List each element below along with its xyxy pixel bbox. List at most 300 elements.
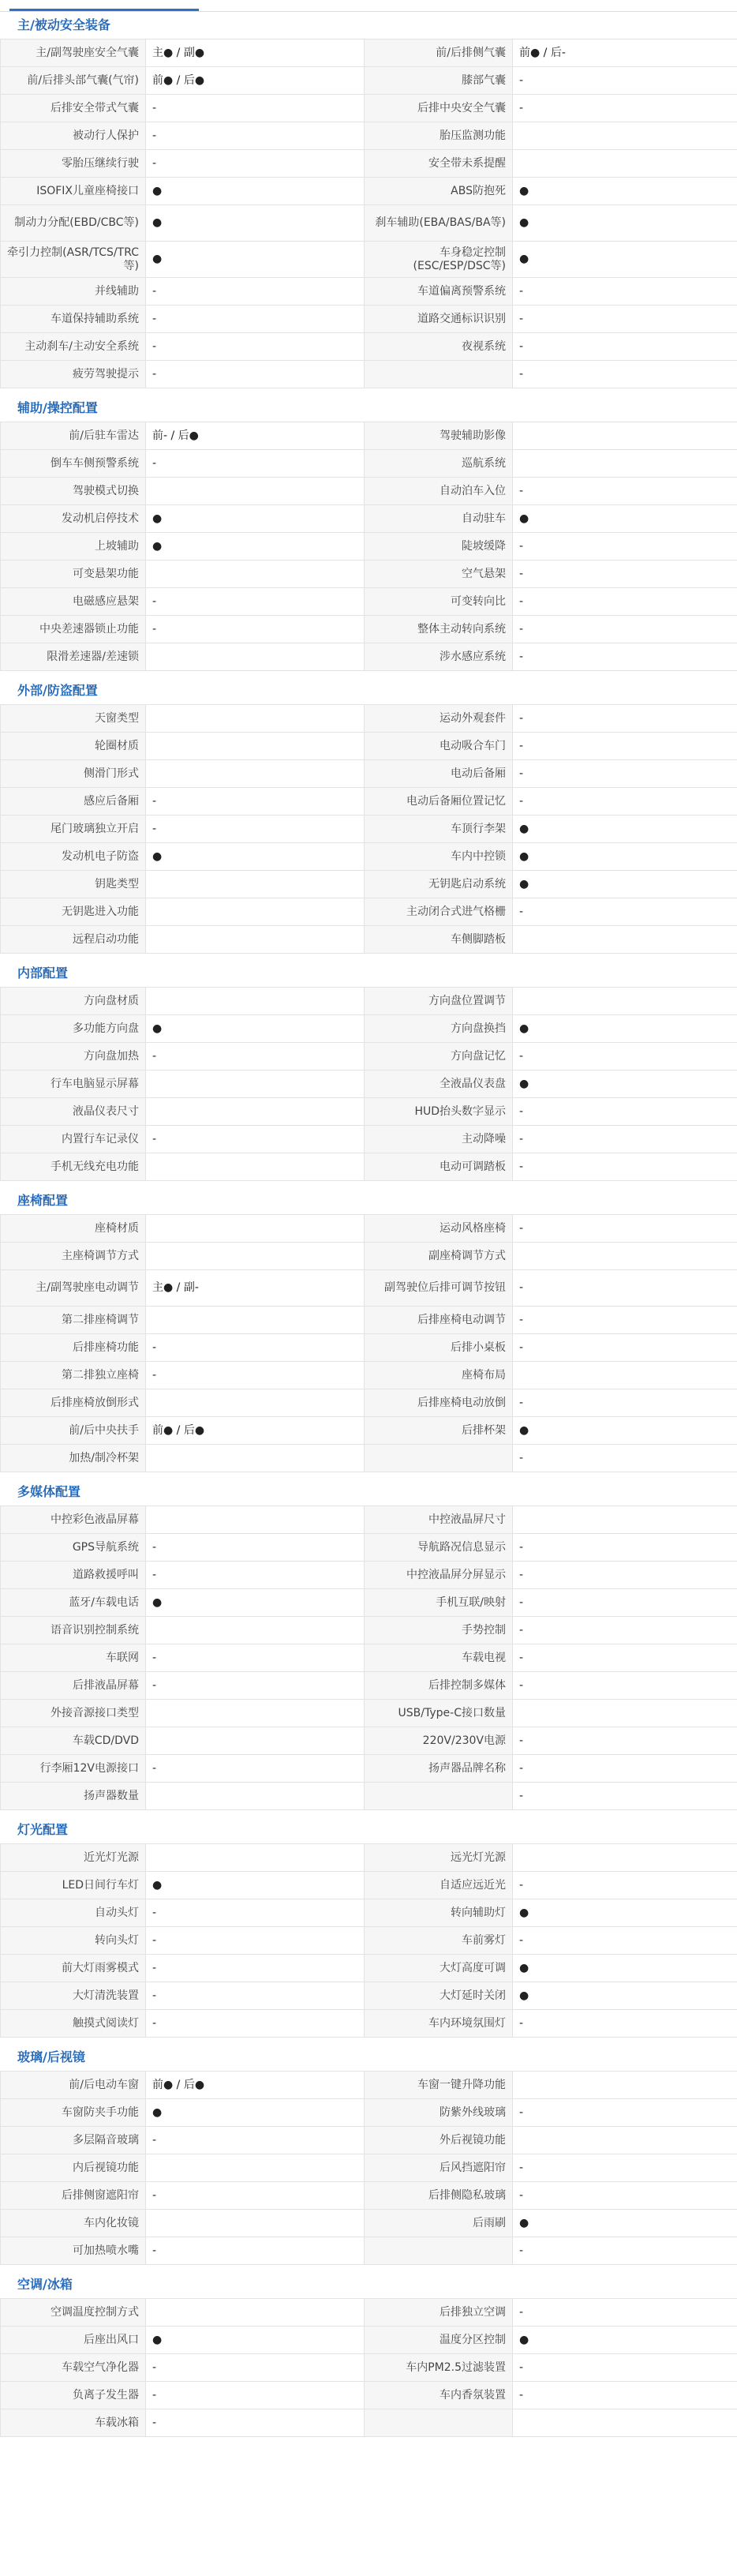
spec-row — [1, 2237, 737, 2265]
spec-label: 自动驻车 — [365, 505, 513, 533]
spec-label: 方向盘材质 — [1, 988, 146, 1015]
spec-row — [1, 478, 737, 505]
spec-value — [146, 898, 365, 926]
spec-value — [146, 1727, 365, 1755]
spec-row — [1, 1389, 737, 1417]
spec-value — [513, 422, 737, 450]
spec-label: 内后视镜功能 — [1, 2154, 146, 2182]
spec-value: ● — [146, 242, 365, 278]
spec-value: ● — [146, 505, 365, 533]
spec-row — [1, 1899, 737, 1927]
spec-value: ● — [146, 1872, 365, 1899]
spec-label: 钥匙类型 — [1, 871, 146, 898]
spec-value: - — [146, 361, 365, 388]
spec-value — [513, 2072, 737, 2099]
spec-value: ● — [513, 242, 737, 278]
spec-row — [1, 2010, 737, 2038]
spec-label: 液晶仪表尺寸 — [1, 1098, 146, 1126]
spec-value: - — [146, 450, 365, 478]
spec-value: - — [146, 788, 365, 816]
spec-value: ● — [513, 843, 737, 871]
spec-value: ● — [146, 533, 365, 561]
spec-label: 胎压监测功能 — [365, 122, 513, 150]
spec-value: ● — [513, 1417, 737, 1445]
spec-value — [146, 561, 365, 588]
spec-value: - — [513, 2182, 737, 2210]
spec-value — [146, 1844, 365, 1872]
spec-row — [1, 588, 737, 616]
spec-value — [146, 1445, 365, 1472]
spec-table — [0, 704, 737, 954]
spec-row — [1, 2409, 737, 2437]
spec-row — [1, 1506, 737, 1534]
spec-label: 车载电视 — [365, 1644, 513, 1672]
spec-label: 主/副驾驶座电动调节 — [1, 1270, 146, 1307]
spec-value: 前● / 后● — [146, 1417, 365, 1445]
spec-label: 行车电脑显示屏幕 — [1, 1071, 146, 1098]
spec-label: 后排小桌板 — [365, 1334, 513, 1362]
spec-value: ● — [146, 843, 365, 871]
spec-value: - — [146, 1334, 365, 1362]
spec-row — [1, 422, 737, 450]
spec-label: 上坡辅助 — [1, 533, 146, 561]
spec-value: - — [146, 150, 365, 178]
spec-value: - — [513, 2237, 737, 2265]
spec-value: - — [513, 1783, 737, 1810]
spec-label: 多层隔音玻璃 — [1, 2127, 146, 2154]
spec-row — [1, 733, 737, 760]
spec-value — [146, 1098, 365, 1126]
spec-table — [0, 1214, 737, 1472]
spec-value: - — [513, 1126, 737, 1153]
spec-value: - — [146, 333, 365, 361]
spec-value — [146, 2210, 365, 2237]
spec-value: - — [513, 306, 737, 333]
spec-label: 自动泊车入位 — [365, 478, 513, 505]
spec-value: - — [513, 643, 737, 671]
spec-value: - — [146, 1562, 365, 1589]
spec-value — [146, 1215, 365, 1243]
spec-label: 车前雾灯 — [365, 1927, 513, 1955]
spec-row — [1, 150, 737, 178]
spec-label: 后座出风口 — [1, 2327, 146, 2354]
spec-row — [1, 2099, 737, 2127]
spec-table — [0, 987, 737, 1181]
spec-label: 天窗类型 — [1, 705, 146, 733]
spec-value — [146, 733, 365, 760]
spec-value: 前● / 后- — [513, 39, 737, 67]
spec-row — [1, 898, 737, 926]
spec-label: LED日间行车灯 — [1, 1872, 146, 1899]
spec-value — [146, 1700, 365, 1727]
spec-label: 后排安全带式气囊 — [1, 95, 146, 122]
spec-label: 主动降噪 — [365, 1126, 513, 1153]
spec-label: 自适应远近光 — [365, 1872, 513, 1899]
spec-label: 感应后备厢 — [1, 788, 146, 816]
spec-value: ● — [513, 2210, 737, 2237]
spec-label: 手机互联/映射 — [365, 1589, 513, 1617]
spec-row — [1, 1562, 737, 1589]
spec-label: 后排杯架 — [365, 1417, 513, 1445]
spec-row — [1, 1700, 737, 1727]
spec-row — [1, 1445, 737, 1472]
spec-label: 制动力分配(EBD/CBC等) — [1, 205, 146, 242]
spec-row — [1, 450, 737, 478]
spec-value: - — [146, 278, 365, 306]
spec-value: ● — [513, 871, 737, 898]
spec-row — [1, 1534, 737, 1562]
spec-value — [513, 1844, 737, 1872]
spec-value: - — [146, 2237, 365, 2265]
spec-row — [1, 2327, 737, 2354]
spec-value — [146, 643, 365, 671]
spec-label: 车侧脚踏板 — [365, 926, 513, 954]
spec-value: ● — [513, 1982, 737, 2010]
spec-row — [1, 988, 737, 1015]
spec-value: - — [513, 1307, 737, 1334]
spec-label: 车内化妆镜 — [1, 2210, 146, 2237]
spec-value — [146, 1506, 365, 1534]
spec-value: - — [146, 2382, 365, 2409]
spec-value: - — [146, 2010, 365, 2038]
spec-value — [513, 1700, 737, 1727]
spec-value: ● — [513, 205, 737, 242]
spec-value: - — [146, 816, 365, 843]
spec-row — [1, 643, 737, 671]
spec-row — [1, 1270, 737, 1307]
spec-label: 道路救援呼叫 — [1, 1562, 146, 1589]
spec-row — [1, 843, 737, 871]
section-title: 多媒体配置 — [17, 1484, 81, 1499]
spec-value — [513, 450, 737, 478]
spec-row — [1, 1589, 737, 1617]
spec-label: ABS防抱死 — [365, 178, 513, 205]
spec-value: - — [513, 478, 737, 505]
spec-value: - — [513, 898, 737, 926]
spec-value: - — [513, 1043, 737, 1071]
spec-value: - — [513, 1270, 737, 1307]
spec-row — [1, 122, 737, 150]
spec-label: 前/后排侧气囊 — [365, 39, 513, 67]
spec-value: - — [513, 1644, 737, 1672]
spec-value: - — [146, 1927, 365, 1955]
spec-row — [1, 1755, 737, 1783]
spec-label: 手势控制 — [365, 1617, 513, 1644]
spec-row — [1, 616, 737, 643]
spec-value — [146, 1783, 365, 1810]
spec-value — [513, 2127, 737, 2154]
spec-value: - — [146, 1672, 365, 1700]
spec-label: 后排座椅放倒形式 — [1, 1389, 146, 1417]
spec-label: 方向盘记忆 — [365, 1043, 513, 1071]
spec-value: - — [513, 2010, 737, 2038]
spec-label: 行李厢12V电源接口 — [1, 1755, 146, 1783]
spec-row — [1, 2354, 737, 2382]
spec-label: 后排液晶屏幕 — [1, 1672, 146, 1700]
spec-value — [146, 871, 365, 898]
spec-label: 主动闭合式进气格栅 — [365, 898, 513, 926]
spec-value: ● — [513, 1071, 737, 1098]
spec-value — [513, 122, 737, 150]
spec-value: - — [513, 1755, 737, 1783]
spec-row — [1, 561, 737, 588]
spec-label: 蓝牙/车载电话 — [1, 1589, 146, 1617]
spec-label: 第二排座椅调节 — [1, 1307, 146, 1334]
spec-row — [1, 1982, 737, 2010]
spec-label: 无钥匙启动系统 — [365, 871, 513, 898]
spec-label: 车内环境氛围灯 — [365, 2010, 513, 2038]
spec-value: - — [513, 2154, 737, 2182]
spec-row — [1, 1727, 737, 1755]
spec-value: 前● / 后● — [146, 2072, 365, 2099]
spec-value: ● — [146, 178, 365, 205]
spec-label: 中控液晶屏尺寸 — [365, 1506, 513, 1534]
spec-row — [1, 1215, 737, 1243]
spec-label: 导航路况信息显示 — [365, 1534, 513, 1562]
section-title: 空调/冰箱 — [17, 2277, 73, 2292]
spec-value: ● — [513, 2327, 737, 2354]
spec-value: - — [513, 2382, 737, 2409]
spec-value: - — [146, 616, 365, 643]
spec-label: 可变悬架功能 — [1, 561, 146, 588]
tab-underline — [0, 0, 737, 12]
spec-label: 主/副驾驶座安全气囊 — [1, 39, 146, 67]
spec-value: - — [513, 1617, 737, 1644]
spec-row — [1, 1955, 737, 1982]
spec-value — [146, 1071, 365, 1098]
spec-label: 电动后备厢位置记忆 — [365, 788, 513, 816]
spec-value: ● — [146, 2327, 365, 2354]
spec-label: 发动机电子防盗 — [1, 843, 146, 871]
spec-label: 外后视镜功能 — [365, 2127, 513, 2154]
spec-row — [1, 278, 737, 306]
spec-label: 牵引力控制(ASR/TCS/TRC等) — [1, 242, 146, 278]
spec-value: - — [513, 1334, 737, 1362]
spec-label: 防紫外线玻璃 — [365, 2099, 513, 2127]
spec-value — [146, 1617, 365, 1644]
spec-label: 后风挡遮阳帘 — [365, 2154, 513, 2182]
spec-row — [1, 505, 737, 533]
spec-label: 倒车车侧预警系统 — [1, 450, 146, 478]
spec-row — [1, 1126, 737, 1153]
spec-label: 涉水感应系统 — [365, 643, 513, 671]
spec-label: 中控液晶屏分屏显示 — [365, 1562, 513, 1589]
spec-value: - — [513, 333, 737, 361]
spec-value — [513, 150, 737, 178]
spec-label: ISOFIX儿童座椅接口 — [1, 178, 146, 205]
spec-label: 巡航系统 — [365, 450, 513, 478]
spec-value — [513, 1362, 737, 1389]
spec-row — [1, 1071, 737, 1098]
spec-label: 远程启动功能 — [1, 926, 146, 954]
spec-row — [1, 1098, 737, 1126]
spec-value: - — [146, 2354, 365, 2382]
spec-value — [146, 1307, 365, 1334]
spec-row — [1, 1015, 737, 1043]
spec-value: - — [146, 2182, 365, 2210]
spec-label: 语音识别控制系统 — [1, 1617, 146, 1644]
spec-value — [146, 1243, 365, 1270]
spec-label: 内置行车记录仪 — [1, 1126, 146, 1153]
spec-value: 前- / 后● — [146, 422, 365, 450]
spec-label: 安全带未系提醒 — [365, 150, 513, 178]
spec-value — [146, 2299, 365, 2327]
spec-value: ● — [513, 1015, 737, 1043]
spec-label: 大灯延时关闭 — [365, 1982, 513, 2010]
spec-value: - — [513, 533, 737, 561]
spec-value: - — [146, 95, 365, 122]
spec-label: 整体主动转向系统 — [365, 616, 513, 643]
spec-label: 转向辅助灯 — [365, 1899, 513, 1927]
spec-label: 限滑差速器/差速锁 — [1, 643, 146, 671]
spec-value: - — [513, 1672, 737, 1700]
spec-label: 方向盘换挡 — [365, 1015, 513, 1043]
spec-value: - — [513, 788, 737, 816]
spec-label: 被动行人保护 — [1, 122, 146, 150]
spec-label: 副座椅调节方式 — [365, 1243, 513, 1270]
spec-value: - — [146, 588, 365, 616]
spec-label: 扬声器品牌名称 — [365, 1755, 513, 1783]
spec-value: - — [513, 705, 737, 733]
spec-row — [1, 67, 737, 95]
spec-value — [513, 926, 737, 954]
spec-value — [513, 988, 737, 1015]
spec-label — [365, 2237, 513, 2265]
spec-label: 中控彩色液晶屏幕 — [1, 1506, 146, 1534]
spec-label: 220V/230V电源 — [365, 1727, 513, 1755]
spec-value: ● — [146, 205, 365, 242]
spec-row — [1, 816, 737, 843]
spec-value — [146, 1389, 365, 1417]
spec-value: - — [513, 67, 737, 95]
spec-table — [0, 422, 737, 671]
spec-label: 运动风格座椅 — [365, 1215, 513, 1243]
spec-label: 侧滑门形式 — [1, 760, 146, 788]
spec-label: USB/Type-C接口数量 — [365, 1700, 513, 1727]
spec-label: 中央差速器锁止功能 — [1, 616, 146, 643]
spec-label: 前/后排头部气囊(气帘) — [1, 67, 146, 95]
spec-value: - — [146, 1362, 365, 1389]
spec-label: 并线辅助 — [1, 278, 146, 306]
spec-label: 前/后驻车雷达 — [1, 422, 146, 450]
spec-value: - — [146, 1755, 365, 1783]
section-title: 主/被动安全装备 — [17, 17, 110, 32]
spec-label: 车内香氛装置 — [365, 2382, 513, 2409]
spec-value: ● — [146, 1015, 365, 1043]
spec-label: 后排座椅电动放倒 — [365, 1389, 513, 1417]
spec-label — [365, 1445, 513, 1472]
spec-label: 陡坡缓降 — [365, 533, 513, 561]
spec-value: - — [513, 1153, 737, 1181]
spec-label: 主动刹车/主动安全系统 — [1, 333, 146, 361]
spec-label: 车内PM2.5过滤装置 — [365, 2354, 513, 2382]
section-title: 玻璃/后视镜 — [17, 2049, 85, 2064]
spec-value — [513, 1243, 737, 1270]
spec-label: 无钥匙进入功能 — [1, 898, 146, 926]
section-title: 内部配置 — [17, 966, 69, 981]
spec-value: - — [513, 561, 737, 588]
spec-label: 零胎压继续行驶 — [1, 150, 146, 178]
spec-label: 后排中央安全气囊 — [365, 95, 513, 122]
spec-row — [1, 1153, 737, 1181]
spec-value — [146, 478, 365, 505]
spec-label: 远光灯光源 — [365, 1844, 513, 1872]
spec-value: - — [146, 1955, 365, 1982]
spec-label: 自动头灯 — [1, 1899, 146, 1927]
spec-label: 车窗防夹手功能 — [1, 2099, 146, 2127]
spec-value: - — [513, 760, 737, 788]
spec-value: - — [513, 733, 737, 760]
spec-label: GPS导航系统 — [1, 1534, 146, 1562]
spec-label: 发动机启停技术 — [1, 505, 146, 533]
spec-row — [1, 1844, 737, 1872]
spec-label: 第二排独立座椅 — [1, 1362, 146, 1389]
spec-label: 车道保持辅助系统 — [1, 306, 146, 333]
spec-label: 车联网 — [1, 1644, 146, 1672]
spec-label: 扬声器数量 — [1, 1783, 146, 1810]
spec-row — [1, 1417, 737, 1445]
spec-value: - — [146, 1534, 365, 1562]
spec-value: - — [146, 2127, 365, 2154]
spec-label: 外接音源接口类型 — [1, 1700, 146, 1727]
section-title: 辅助/操控配置 — [17, 400, 98, 415]
spec-value: - — [513, 1727, 737, 1755]
spec-row — [1, 2299, 737, 2327]
spec-label: 手机无线充电功能 — [1, 1153, 146, 1181]
spec-value: - — [513, 2099, 737, 2127]
spec-label: 刹车辅助(EBA/BAS/BA等) — [365, 205, 513, 242]
spec-value: - — [146, 306, 365, 333]
spec-label: 可变转向比 — [365, 588, 513, 616]
spec-value: - — [513, 616, 737, 643]
spec-row — [1, 178, 737, 205]
spec-row — [1, 1043, 737, 1071]
spec-value — [146, 926, 365, 954]
spec-label: 车载冰箱 — [1, 2409, 146, 2437]
spec-row — [1, 2072, 737, 2099]
spec-value: - — [513, 1927, 737, 1955]
spec-label: 转向头灯 — [1, 1927, 146, 1955]
spec-label: 夜视系统 — [365, 333, 513, 361]
spec-value: ● — [146, 2099, 365, 2127]
spec-label: 前/后电动车窗 — [1, 2072, 146, 2099]
spec-label: 后排侧窗遮阳帘 — [1, 2182, 146, 2210]
spec-value: 主● / 副- — [146, 1270, 365, 1307]
spec-label: 驾驶模式切换 — [1, 478, 146, 505]
spec-table — [0, 1843, 737, 2038]
spec-label: 电动可调踏板 — [365, 1153, 513, 1181]
spec-row — [1, 1672, 737, 1700]
spec-row — [1, 788, 737, 816]
spec-value: - — [513, 95, 737, 122]
spec-row — [1, 2154, 737, 2182]
spec-label: 后排侧隐私玻璃 — [365, 2182, 513, 2210]
spec-label: 车内中控锁 — [365, 843, 513, 871]
spec-label: 大灯高度可调 — [365, 1955, 513, 1982]
spec-value: ● — [513, 1955, 737, 1982]
spec-label: 膝部气囊 — [365, 67, 513, 95]
spec-value: - — [513, 278, 737, 306]
spec-label: 温度分区控制 — [365, 2327, 513, 2354]
spec-row — [1, 2210, 737, 2237]
spec-label: 多功能方向盘 — [1, 1015, 146, 1043]
spec-row — [1, 2182, 737, 2210]
spec-value: - — [513, 1872, 737, 1899]
spec-label: 空调温度控制方式 — [1, 2299, 146, 2327]
spec-value: 主● / 副● — [146, 39, 365, 67]
spec-value: ● — [513, 178, 737, 205]
spec-label: 道路交通标识识别 — [365, 306, 513, 333]
